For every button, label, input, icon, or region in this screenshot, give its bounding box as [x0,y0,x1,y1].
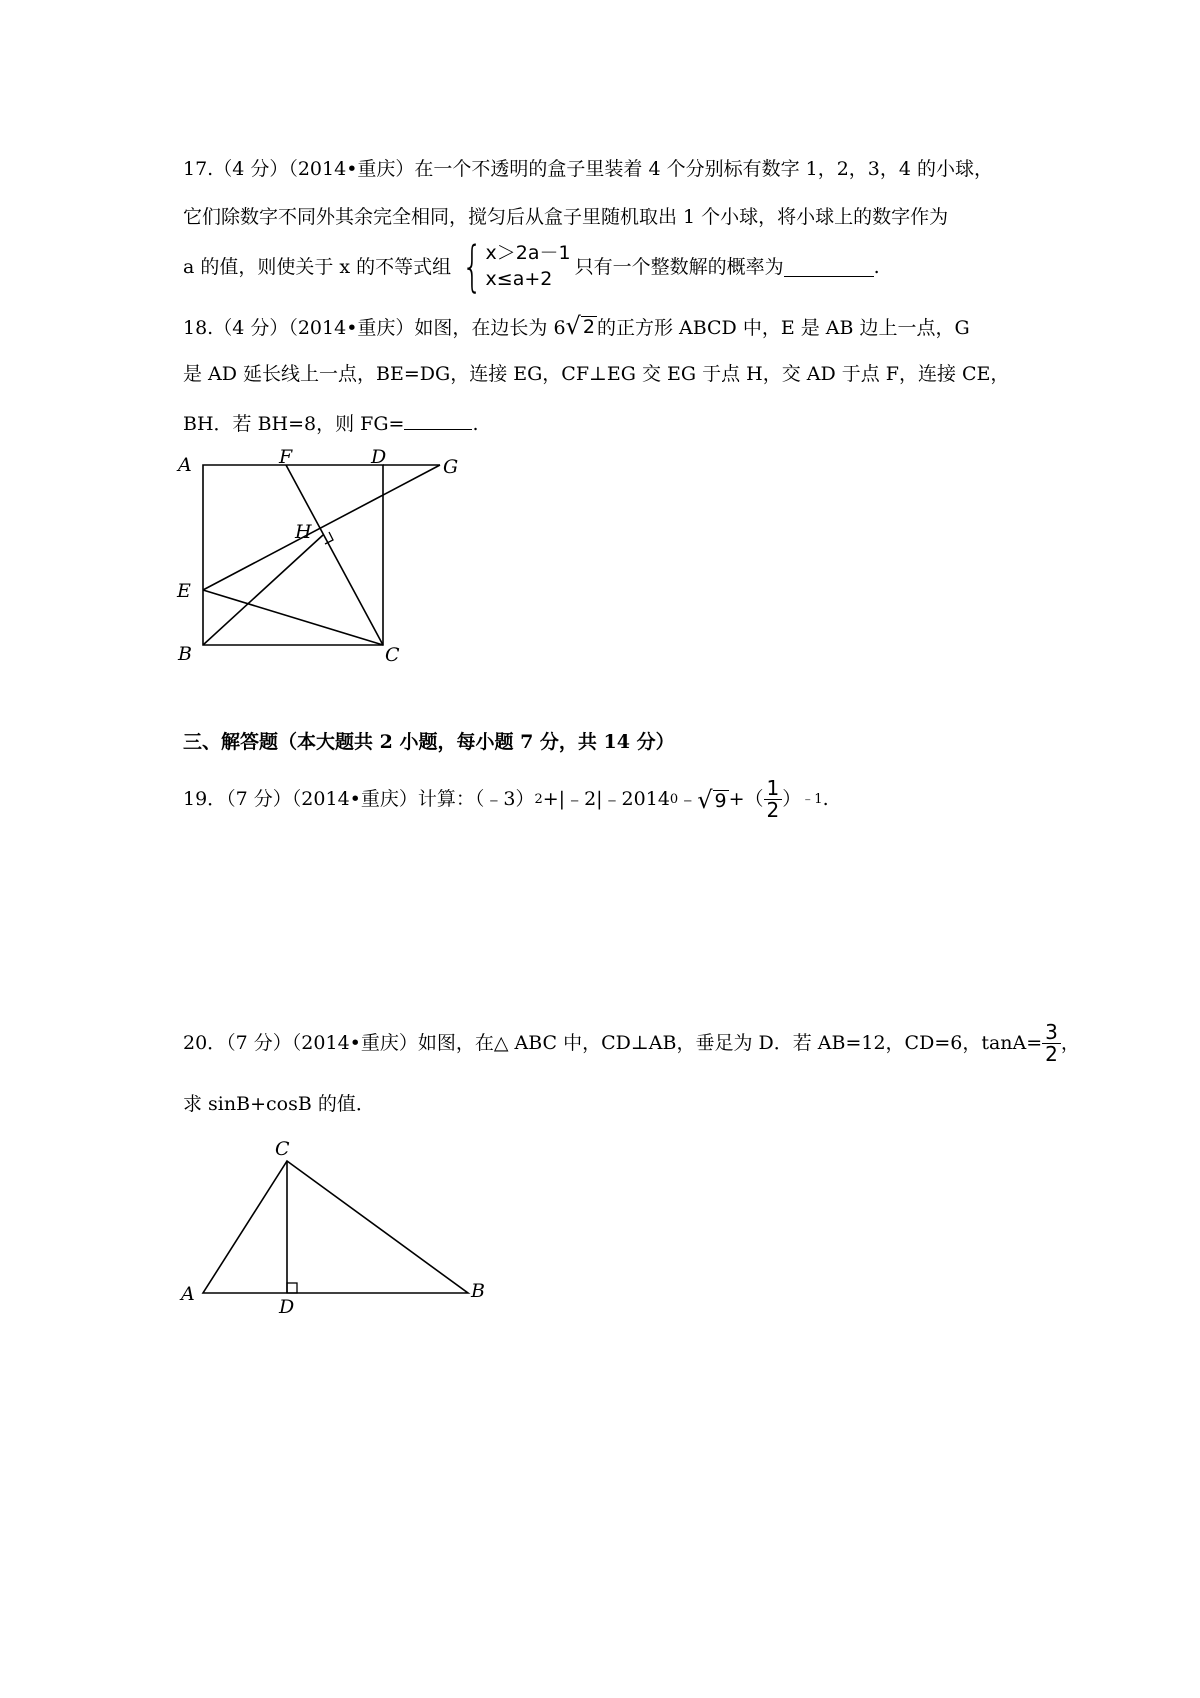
q18-line1 [183,314,970,338]
fraction-numerator: 1 [764,778,783,800]
sqrt-expression-19 [697,785,728,814]
sqrt-icon: √ [565,312,581,340]
segment-ec [203,590,383,645]
sqrt-radicand-19: 9 [714,789,727,812]
label-f: F [279,446,293,468]
sqrt-expression [566,314,597,338]
label-a: A [178,454,192,476]
q19-mid2: ﹣ [678,788,698,810]
answer-blank-18[interactable] [404,413,472,430]
q18-line1-pre: 18.（4 分）（2014•重庆）如图，在边长为 6 [183,317,566,339]
fraction-denominator: 2 [766,798,780,822]
square-figure [175,445,495,665]
q19-mid3: +（ [728,788,764,810]
segment-bh [203,535,323,645]
q19-mid1: +|﹣2|﹣2014 [542,788,670,810]
q17-line3-pre: a 的值，则使关于 x 的不等式组 [183,255,452,278]
inequality-1: x＞2a－1 [485,242,571,265]
label-c: C [275,1138,290,1160]
label-b: B [178,643,192,665]
q19-end: . [822,788,829,810]
label-g: G [443,456,459,478]
label-c: C [385,644,400,666]
q18-end: . [472,413,479,435]
q19-mid4: ） [782,788,802,810]
fraction-denominator: 2 [1045,1042,1058,1066]
sqrt-icon: √ [697,785,713,814]
q18-line1-post: 的正方形 ABCD 中，E 是 AB 边上一点，G [596,317,970,339]
right-angle-mark [287,1283,297,1293]
label-b: B [471,1280,485,1302]
fraction-one-half [764,778,783,821]
fraction-numerator: 3 [1042,1022,1061,1044]
q19-line: 19．（7 分）（2014•重庆）计算：（﹣3） 2 +|﹣2|﹣2014 0 ﹣ √ 9 +（ $\frac{1}{2}$ ） ﹣1 . [183,776,829,822]
triangle-figure [175,1125,495,1318]
q18-line2: 是 AD 延长线上一点，BE=DG，连接 EG，CF⊥EG 交 EG 于点 H，交 AD 于点 F，连接 CE， [183,363,1010,385]
inequality-system [455,235,571,298]
q17-line3-post: 只有一个整数解的概率为 [574,255,784,278]
label-d: D [371,446,387,468]
q18-line3 [183,413,478,434]
q17-line3 [183,235,880,298]
q20-line1-end: ， [1060,1032,1080,1054]
label-d: D [279,1296,295,1318]
section-heading: 三、解答题（本大题共 2 小题，每小题 7 分，共 14 分） [183,731,675,753]
q20-line1 [183,1022,1080,1065]
q19-pre: 19．（7 分）（2014•重庆）计算：（﹣3） [183,788,535,810]
q17-end: . [873,255,880,278]
q18-line3-pre: BH．若 BH=8，则 FG= [183,413,405,435]
q17-line1: 17.（4 分）（2014•重庆）在一个不透明的盒子里装着 4 个分别标有数字 1，2，3，4 的小球， [183,158,994,180]
sqrt-radicand: 2 [582,316,595,339]
label-a: A [181,1283,195,1305]
label-h: H [295,521,312,543]
fraction-three-halves [1042,1022,1061,1065]
triangle-abc [203,1161,468,1293]
q20-line1-pre: 20．（7 分）（2014•重庆）如图，在△ ABC 中，CD⊥AB，垂足为 D．若 AB=12，CD=6，tanA= [183,1032,1043,1054]
left-brace-icon: { [462,235,483,298]
segment-eg [203,465,440,590]
q20-line2: 求 sinB+cosB 的值． [183,1093,375,1115]
answer-blank-17[interactable] [784,258,874,277]
q17-line2: 它们除数字不同外其余完全相同，搅匀后从盒子里随机取出 1 个小球，将小球上的数字作为 [183,206,949,228]
inequality-2: x≤a+2 [485,268,553,290]
label-e: E [177,580,191,602]
